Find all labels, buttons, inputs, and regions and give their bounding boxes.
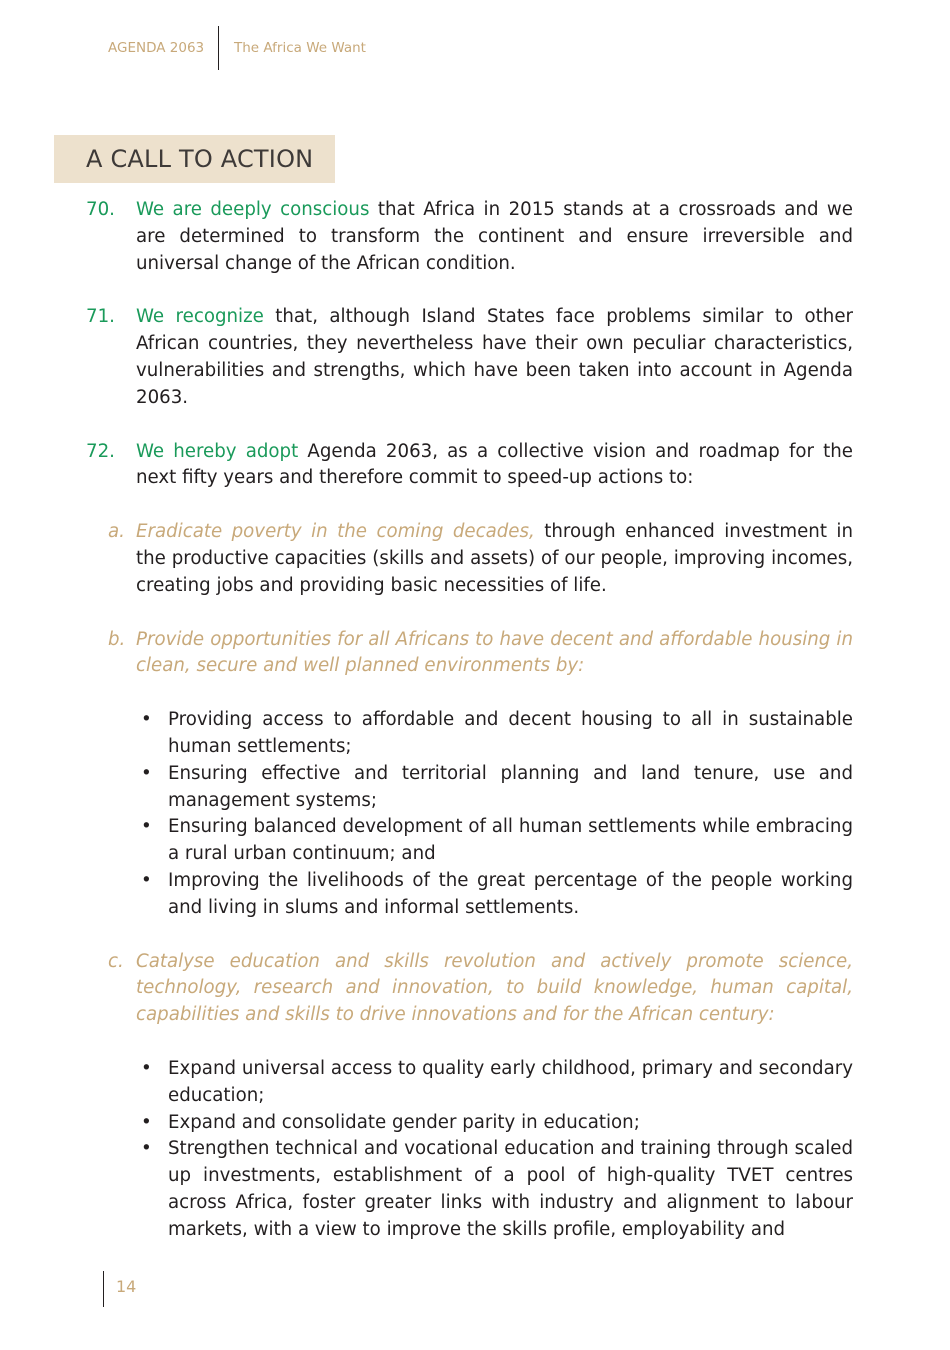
bullet-icon: • <box>141 762 152 784</box>
list-item-text: Improving the livelihoods of the great percentage of the people working and living in slums and informal settlements. <box>168 869 853 918</box>
paragraph-lead: We recognize <box>136 306 264 328</box>
list-item-text: Expand and consolidate gender parity in education; <box>168 1111 640 1133</box>
list-item-text: Ensuring effective and territorial planning and land tenure, use and management systems; <box>168 762 853 811</box>
paragraph-number: 70. <box>86 199 115 220</box>
item-text: through enhanced investment in the productive capacities (skills and assets) of our people, improving incomes, creating jobs and providing basic necessities of life. <box>136 521 853 596</box>
bullet-icon: • <box>141 709 152 731</box>
section-title: A CALL TO ACTION <box>54 135 335 183</box>
list-item <box>86 814 853 868</box>
bullet-list-b <box>86 707 853 921</box>
bullet-icon: • <box>141 1138 152 1160</box>
paragraph-number: 71. <box>86 306 115 328</box>
list-item <box>86 1136 853 1243</box>
list-item-text: Ensuring balanced development of all human settlements while embracing a rural urban continuum; and <box>168 816 853 865</box>
item-lead: Eradicate poverty in the coming decades, <box>136 521 535 543</box>
item-c <box>86 949 853 1029</box>
paragraph-lead: We are deeply conscious <box>136 199 370 220</box>
footer-divider <box>103 1271 104 1307</box>
list-item <box>86 868 853 922</box>
paragraph-text: that, although Island States face problems similar to other African countries, they nevertheless have their own peculiar characteristics, vulnerabilities and strengths, which have been taken into account in Agenda 2063. <box>136 306 853 408</box>
bullet-icon: • <box>141 869 152 891</box>
item-lead: Catalyse education and skills revolution and actively promote science, technology, research and innovation, to build knowledge, human capital, capabilities and skills to drive innovations and for the African century: <box>136 950 853 1026</box>
bullet-list-c <box>86 1056 853 1244</box>
list-item <box>86 1110 853 1137</box>
list-item <box>86 761 853 815</box>
item-b <box>86 627 853 681</box>
item-letter: c. <box>108 950 124 972</box>
item-a <box>86 519 853 599</box>
paragraph-72 <box>86 439 853 493</box>
paragraph-text: that Africa in 2015 stands at a crossroads and we are determined to transform the continent and ensure irreversible and universal change of the African condition. <box>136 199 854 274</box>
list-item-text: Expand universal access to quality early childhood, primary and secondary education; <box>168 1057 853 1106</box>
paragraph-lead: We hereby adopt <box>136 440 299 462</box>
list-item-text: Providing access to affordable and decent housing to all in sustainable human settlements; <box>168 709 853 757</box>
paragraph-71 <box>86 304 853 411</box>
paragraph-number: 72. <box>86 440 115 462</box>
list-item <box>86 1056 853 1110</box>
item-letter: a. <box>108 521 125 543</box>
header-doc-subtitle: The Africa We Want <box>234 40 366 56</box>
item-letter: b. <box>108 628 126 650</box>
bullet-icon: • <box>141 816 152 838</box>
bullet-icon: • <box>141 1111 152 1133</box>
page-number: 14 <box>116 1277 137 1296</box>
paragraph-70 <box>86 197 853 277</box>
list-item-text: Strengthen technical and vocational education and training through scaled up investments, establishment of a pool of high-quality TVET centres across Africa, foster greater links with industry and alignment to labour markets, with a view to improve the skills profile, employability and <box>168 1138 853 1240</box>
item-lead: Provide opportunities for all Africans to have decent and affordable housing in clean, secure and well planned environments by: <box>136 628 853 677</box>
list-item <box>86 707 853 761</box>
bullet-icon: • <box>141 1057 152 1079</box>
body-content <box>86 197 853 1244</box>
header-divider <box>218 26 219 70</box>
header-doc-title: AGENDA 2063 <box>108 40 205 56</box>
paragraph-text: Agenda 2063, as a collective vision and roadmap for the next fifty years and therefore commit to speed-up actions to: <box>136 440 853 489</box>
